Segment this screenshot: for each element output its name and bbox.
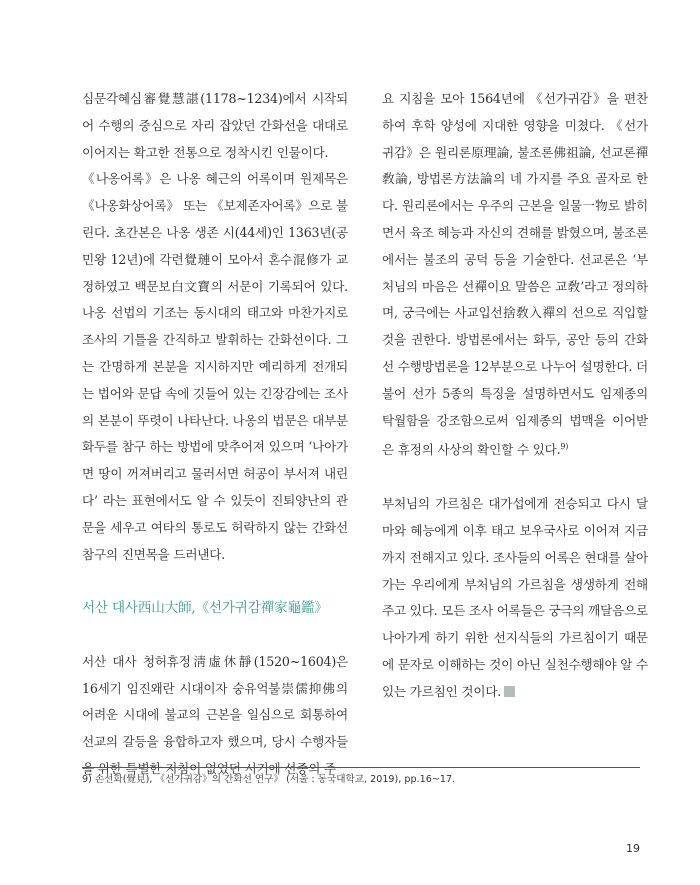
right-paragraph-seongagwigam <box>382 86 648 464</box>
left-paragraph-intro: 심문각혜심審覺慧諶(1178~1234)에서 시작되어 수행의 중심으로 자리 잡았던 간화선을 대대로 이어지는 확고한 전통으로 정착시킨 인물이다. <box>82 91 348 160</box>
end-of-article-mark <box>504 686 515 697</box>
left-paragraph-seosan: 서산 대사 청허휴정淸虛休靜(1520~1604)은 16세기 임진왜란 시대이자 숭유억불崇儒抑佛의 어려운 시대에 불교의 근본을 일심으로 회통하여 선교의 갈등을 융합하고자 했으며, 당시 수행자들을 위한 특별한 지침이 없었던 시기에 선종의 주 <box>82 653 348 776</box>
footnote-divider <box>82 767 640 768</box>
right-paragraph-text: 요 지침을 모아 1564년에 《선가귀감》을 편찬하여 후학 양성에 지대한 영향을 미쳤다. 《선가귀감》은 원리론原理論, 불조론佛祖論, 선교론禪敎論, 방법론方法論의 네 가지를 주요 골자로 한다. 원리론에서는 우주의 근본을 일물一物로 밝히면서 육조 혜능과 자신의 견해를 밝혔으며, 불조론에서는 불조의 공덕 등을 기술한다. 선교론은 ‘부처님의 마음은 선禪이요 말씀은 교敎’라고 정의하며, 궁극에는 사교입선捨敎入禪의 선으로 직입할 것을 권한다. 방법론에서는 화두, 공안 등의 간화선 수행방법론을 12부분으로 나누어 설명한다. 더불어 선가 5종의 특징을 설명하면서도 임제종의 탁월함을 강조함으로써 임제종의 법맥을 이어받은 휴정의 사상의 확인할 수 있다. <box>382 91 648 458</box>
page-number: 19 <box>626 842 640 855</box>
conclusion-text: 부처님의 가르침은 대가섭에게 전승되고 다시 달마와 혜능에게 이후 태고 보우국사로 이어져 지금까지 전해지고 있다. 조사들의 어록은 현대를 살아가는 우리에게 부처님의 가르침을 생생하게 전해 주고 있다. 모든 조사 어록들은 궁극의 깨달음으로 나아가게 하기 위한 선지식들의 가르침이기 때문에 문자로 이해하는 것이 아닌 실천수행해야 알 수 있는 가르침인 것이다. <box>382 496 648 699</box>
left-column <box>82 86 348 783</box>
right-paragraph-conclusion <box>382 491 648 705</box>
section-heading: 서산 대사西山大師,《선가귀감禪家龜鑑》 <box>82 600 328 617</box>
left-paragraph-naong: 《나옹어록》은 나옹 혜근의 어록이며 원제목은 《나옹화상어록》 또는 《보제존자어록》으로 불린다. 초간본은 나옹 생존 시(44세)인 1363년(공민왕 12년)에 각련覺璉이 모아서 혼수混修가 교정하였고 백문보白文寶의 서문이 기록되어 있다. 나옹 선법의 기조는 동시대의 태고와 마찬가지로 조사의 기틀을 간직하고 발휘하는 간화선이다. 그는 간명하게 본분을 지시하지만 예리하게 전개되는 법어와 문답 속에 깃들어 있는 긴장감에는 조사의 본분이 뚜렷이 나타난다. 나옹의 법문은 대부분 화두를 참구 하는 방법에 맞추어져 있으며 ‘나아가면 땅이 꺼져버리고 물러서면 허공이 부서져 내린다’ 라는 표현에서도 알 수 있듯이 진퇴양난의 관문을 세우고 여타의 통로도 허락하지 않는 간화선 참구의 진면목을 드러낸다. <box>82 171 348 562</box>
right-column <box>382 86 648 706</box>
footnote: 9) 손선화(覺見), 《선가귀감》의 간화선 연구》 (서울 : 동국대학교, 2019), pp.16~17. <box>82 774 456 785</box>
footnote-reference[interactable]: 9) <box>560 442 569 452</box>
